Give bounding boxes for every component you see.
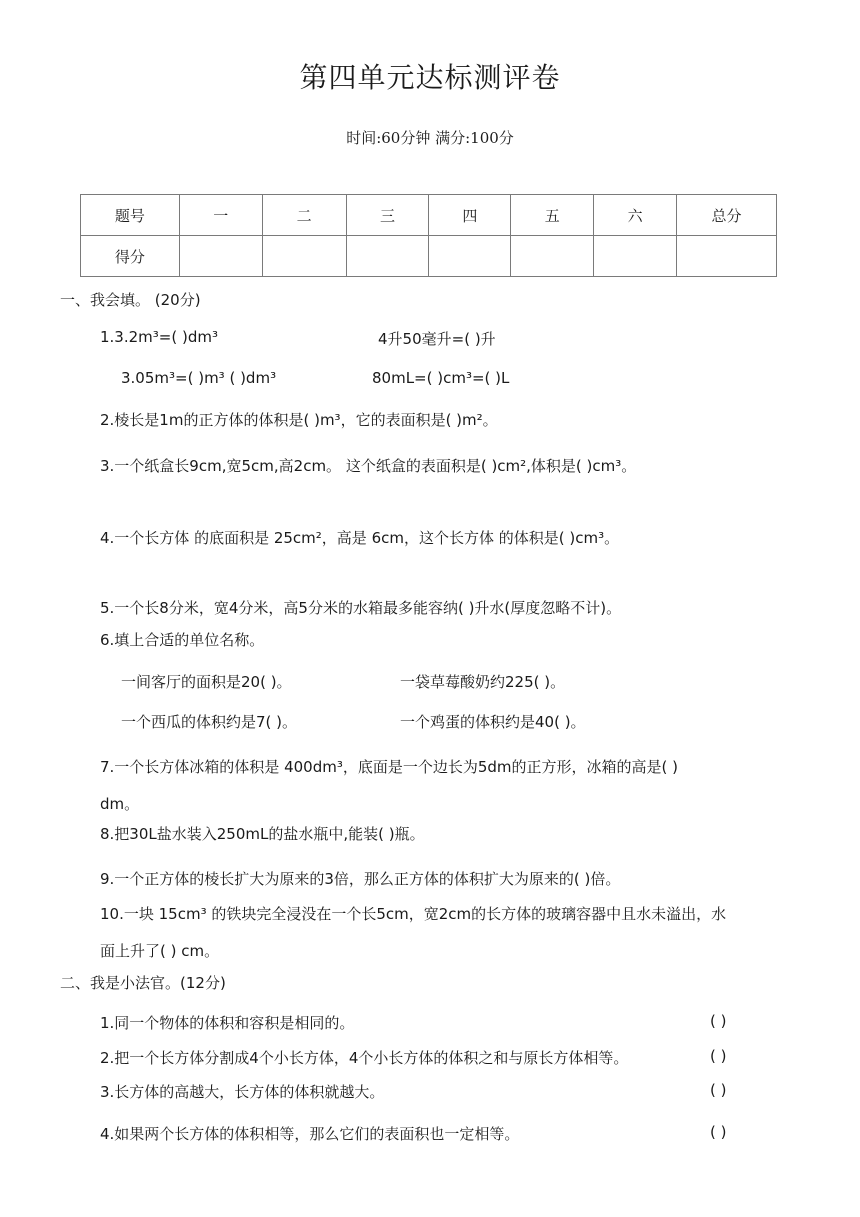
exam-info: 时间:60分钟 满分:100分: [346, 129, 514, 147]
question-1b: 4升50毫升=( )升: [378, 330, 496, 348]
question-4: 4.一个长方体 的底面积是 25cm²，高是 6cm，这个长方体 的体积是( )cm³。: [100, 529, 620, 547]
score-cell: [594, 236, 677, 277]
header-cell: 三: [346, 195, 429, 236]
score-cell: [346, 236, 429, 277]
question-6c: 一个西瓜的体积约是7( )。: [121, 713, 298, 731]
question-1d: 80mL=( )cm³=( )L: [372, 369, 510, 387]
score-cell: [262, 236, 346, 277]
question-6: 6.填上合适的单位名称。: [100, 631, 265, 649]
table-row: [81, 236, 777, 277]
table-row: [81, 195, 777, 236]
header-cell: 一: [179, 195, 262, 236]
header-cell: 二: [262, 195, 346, 236]
question-2: 2.棱长是1m的正方体的体积是( )m³，它的表面积是( )m²。: [100, 411, 498, 429]
score-cell: [179, 236, 262, 277]
question-10-line1: 10.一块 15cm³ 的铁块完全浸没在一个长5cm，宽2cm的长方体的玻璃容器中且水未溢出，水: [100, 905, 727, 923]
judge-item-1: 1.同一个物体的体积和容积是相同的。: [100, 1014, 355, 1032]
header-cell: 五: [511, 195, 594, 236]
header-cell: 总分: [677, 195, 777, 236]
answer-bracket: ( ): [710, 1047, 727, 1065]
question-1c: 3.05m³=( )m³ ( )dm³: [121, 369, 277, 387]
question-3: 3.一个纸盒长9cm,宽5cm,高2cm。 这个纸盒的表面积是( )cm²,体积是( )cm³。: [100, 457, 637, 475]
score-cell: [429, 236, 511, 277]
question-7-line2: dm。: [100, 795, 140, 813]
answer-bracket: ( ): [710, 1012, 727, 1030]
row-label: 得分: [81, 236, 180, 277]
question-10-line2: 面上升了( ) cm。: [100, 942, 220, 960]
score-table: [80, 194, 777, 277]
question-6d: 一个鸡蛋的体积约是40( )。: [400, 713, 586, 731]
header-cell: 六: [594, 195, 677, 236]
question-7-line1: 7.一个长方体冰箱的体积是 400dm³，底面是一个边长为5dm的正方形，冰箱的高是( ): [100, 758, 679, 776]
score-cell: [677, 236, 777, 277]
question-6a: 一间客厅的面积是20( )。: [121, 673, 292, 691]
judge-item-3: 3.长方体的高越大，长方体的体积就越大。: [100, 1083, 385, 1101]
question-1a: 1.3.2m³=( )dm³: [100, 328, 218, 346]
answer-bracket: ( ): [710, 1123, 727, 1141]
header-cell: 四: [429, 195, 511, 236]
answer-bracket: ( ): [710, 1081, 727, 1099]
page-title: 第四单元达标测评卷: [299, 61, 561, 94]
question-9: 9.一个正方体的棱长扩大为原来的3倍，那么正方体的体积扩大为原来的( )倍。: [100, 870, 621, 888]
judge-item-2: 2.把一个长方体分割成4个小长方体，4个小长方体的体积之和与原长方体相等。: [100, 1049, 629, 1067]
question-5: 5.一个长8分米，宽4分米，高5分米的水箱最多能容纳( )升水(厚度忽略不计)。: [100, 599, 622, 617]
judge-item-4: 4.如果两个长方体的体积相等，那么它们的表面积也一定相等。: [100, 1125, 520, 1143]
question-8: 8.把30L盐水装入250mL的盐水瓶中,能装( )瓶。: [100, 825, 425, 843]
section-heading: 二、我是小法官。(12分): [60, 974, 226, 992]
header-cell: 题号: [81, 195, 180, 236]
section-heading: 一、我会填。 (20分): [60, 291, 201, 309]
question-6b: 一袋草莓酸奶约225( )。: [400, 673, 566, 691]
score-cell: [511, 236, 594, 277]
